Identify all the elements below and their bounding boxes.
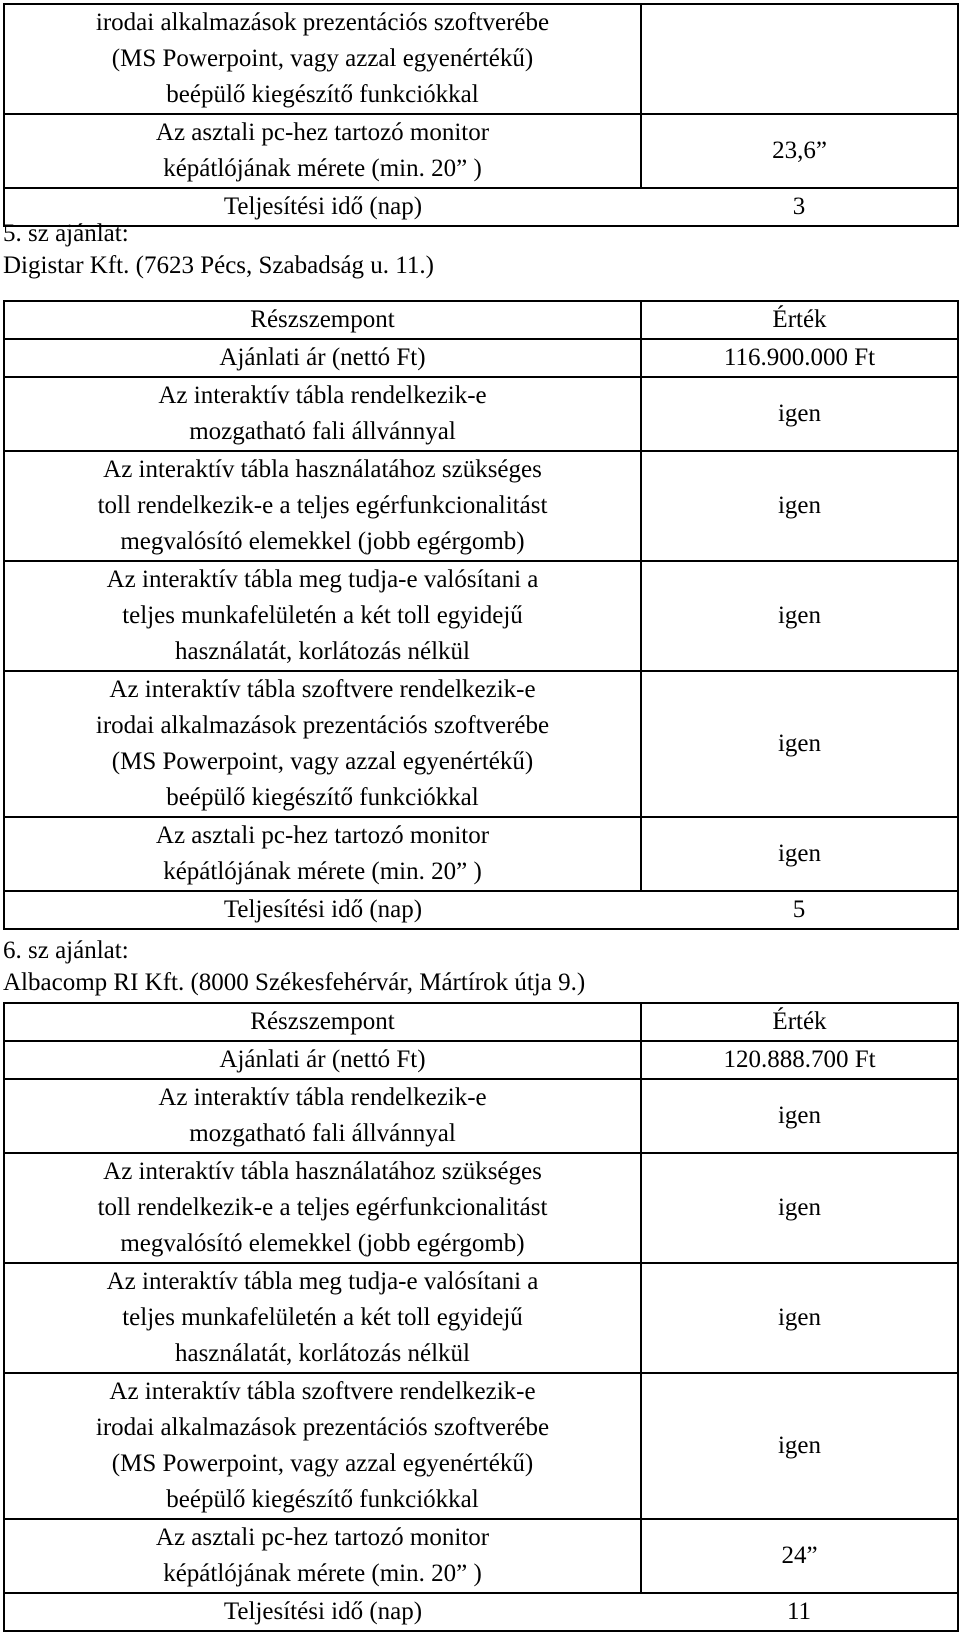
table-row (4, 114, 958, 188)
criterion-value: igen (641, 671, 958, 817)
table-row (4, 561, 958, 671)
delivery-time-value: 5 (641, 891, 958, 929)
table-row (4, 1041, 958, 1079)
criterion-value: igen (641, 561, 958, 671)
criterion-value: 24” (641, 1519, 958, 1593)
criterion-label: Az asztali pc-hez tartozó monitor képátlójának mérete (min. 20” ) (4, 1519, 641, 1593)
column-header: Érték (641, 301, 958, 339)
criterion-label: irodai alkalmazások prezentációs szoftverébe (MS Powerpoint, vagy azzal egyenértékű) beépülő kiegészítő funkciókkal (4, 4, 641, 114)
table-row (4, 1373, 958, 1519)
table-row (4, 1153, 958, 1263)
table-row (4, 817, 958, 891)
criterion-value: igen (641, 1373, 958, 1519)
table-row (4, 891, 958, 929)
offer-heading (3, 218, 434, 282)
criterion-value: igen (641, 451, 958, 561)
table-header-row (4, 1003, 958, 1041)
criterion-label: Ajánlati ár (nettó Ft) (4, 1041, 641, 1079)
delivery-time-label: Teljesítési idő (nap) (4, 1593, 641, 1631)
criterion-value: 116.900.000 Ft (641, 339, 958, 377)
column-header: Részszempont (4, 301, 641, 339)
criterion-label: Ajánlati ár (nettó Ft) (4, 339, 641, 377)
criterion-value: igen (641, 817, 958, 891)
criterion-value (641, 4, 958, 114)
column-header: Érték (641, 1003, 958, 1041)
table-row (4, 339, 958, 377)
table-row (4, 1519, 958, 1593)
table-row (4, 671, 958, 817)
criterion-value: igen (641, 1153, 958, 1263)
offer-company: Digistar Kft. (7623 Pécs, Szabadság u. 11.) (3, 252, 434, 279)
table-row (4, 451, 958, 561)
criterion-label: Az interaktív tábla meg tudja-e valósítani a teljes munkafelületén a két toll egyidejű használatát, korlátozás nélkül (4, 1263, 641, 1373)
offer-table (3, 300, 959, 930)
criterion-value: igen (641, 1079, 958, 1153)
delivery-time-label: Teljesítési idő (nap) (4, 188, 641, 226)
delivery-time-value: 3 (641, 188, 958, 226)
offer-table (3, 1002, 959, 1632)
criterion-label: Az interaktív tábla rendelkezik-e mozgatható fali állvánnyal (4, 1079, 641, 1153)
offer-title: 5. sz ajánlat: (3, 220, 129, 247)
offer-heading (3, 935, 585, 999)
delivery-time-value: 11 (641, 1593, 958, 1631)
criterion-label: Az interaktív tábla szoftvere rendelkezik-e irodai alkalmazások prezentációs szoftverébe (MS Powerpoint, vagy azzal egyenértékű) beépülő kiegészítő funkciókkal (4, 671, 641, 817)
criterion-label: Az interaktív tábla használatához szükséges toll rendelkezik-e a teljes egérfunkcionalitást megvalósító elemekkel (jobb egérgomb) (4, 1153, 641, 1263)
offer-title: 6. sz ajánlat: (3, 937, 129, 964)
table-row (4, 4, 958, 114)
table-row (4, 1263, 958, 1373)
table-row (4, 1593, 958, 1631)
criterion-label: Az asztali pc-hez tartozó monitor képátlójának mérete (min. 20” ) (4, 817, 641, 891)
criterion-value: 120.888.700 Ft (641, 1041, 958, 1079)
criterion-label: Az interaktív tábla szoftvere rendelkezik-e irodai alkalmazások prezentációs szoftverébe (MS Powerpoint, vagy azzal egyenértékű) beépülő kiegészítő funkciókkal (4, 1373, 641, 1519)
criterion-value: igen (641, 377, 958, 451)
table-header-row (4, 301, 958, 339)
criterion-value: igen (641, 1263, 958, 1373)
table-row (4, 1079, 958, 1153)
table-row (4, 377, 958, 451)
delivery-time-label: Teljesítési idő (nap) (4, 891, 641, 929)
criterion-label: Az interaktív tábla rendelkezik-e mozgatható fali állvánnyal (4, 377, 641, 451)
criterion-label: Az interaktív tábla meg tudja-e valósítani a teljes munkafelületén a két toll egyidejű használatát, korlátozás nélkül (4, 561, 641, 671)
criterion-value: 23,6” (641, 114, 958, 188)
criteria-table-continued (3, 3, 959, 227)
offer-company: Albacomp RI Kft. (8000 Székesfehérvár, Mártírok útja 9.) (3, 969, 586, 996)
criterion-label: Az asztali pc-hez tartozó monitor képátlójának mérete (min. 20” ) (4, 114, 641, 188)
criterion-label: Az interaktív tábla használatához szükséges toll rendelkezik-e a teljes egérfunkcionalitást megvalósító elemekkel (jobb egérgomb) (4, 451, 641, 561)
column-header: Részszempont (4, 1003, 641, 1041)
